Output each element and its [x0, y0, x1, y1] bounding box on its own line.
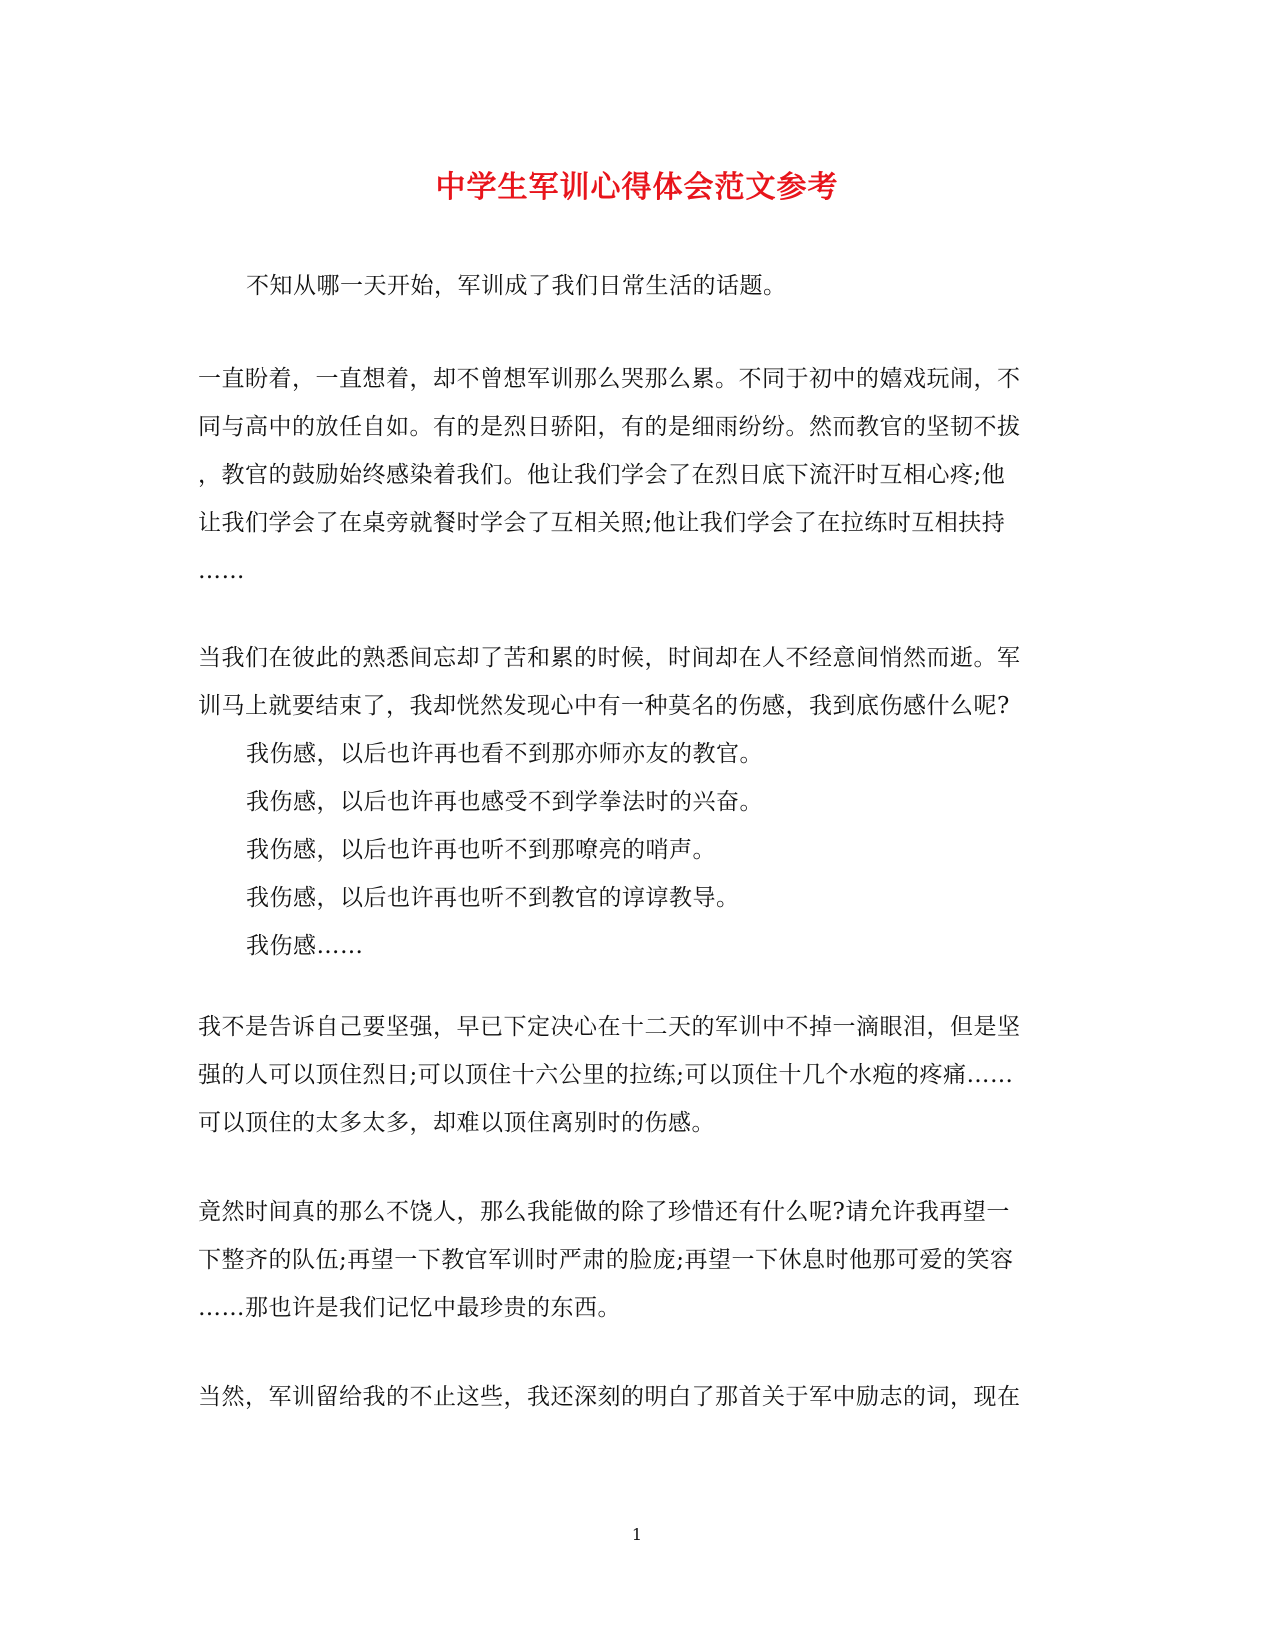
text-line: 不知从哪一天开始，军训成了我们日常生活的话题。: [246, 273, 787, 299]
text-line: 可以顶住的太多太多，却难以顶住离别时的伤感。: [198, 1110, 715, 1136]
list-item: 我伤感，以后也许再也听不到那嘹亮的哨声。: [246, 837, 716, 863]
page-title: 中学生军训心得体会范文参考: [435, 170, 839, 205]
paragraph-6: [198, 1373, 1078, 1421]
text-line: 一直盼着，一直想着，却不曾想军训那么哭那么累。不同于初中的嬉戏玩闹，不: [198, 366, 1021, 392]
list-item: 我伤感……: [246, 933, 364, 959]
paragraph-2: [198, 355, 1078, 595]
paragraph-4: [198, 1003, 1078, 1147]
text-line: 让我们学会了在桌旁就餐时学会了互相关照;他让我们学会了在拉练时互相扶持: [198, 510, 1006, 536]
text-line: 竟然时间真的那么不饶人，那么我能做的除了珍惜还有什么呢?请允许我再望一: [198, 1199, 1010, 1225]
text-line: 当我们在彼此的熟悉间忘却了苦和累的时候，时间却在人不经意间悄然而逝。军: [198, 645, 1021, 671]
paragraph-5: [198, 1188, 1078, 1332]
text-line: ……: [198, 558, 245, 584]
text-line: 我不是告诉自己要坚强，早已下定决心在十二天的军训中不掉一滴眼泪，但是坚: [198, 1014, 1021, 1040]
text-line: ……那也许是我们记忆中最珍贵的东西。: [198, 1295, 621, 1321]
paragraph-3: [198, 634, 1078, 970]
paragraph-1: [198, 262, 1078, 310]
list-item: 我伤感，以后也许再也看不到那亦师亦友的教官。: [246, 741, 763, 767]
text-line: ，教官的鼓励始终感染着我们。他让我们学会了在烈日底下流汗时互相心疼;他: [198, 462, 1006, 488]
text-line: 当然，军训留给我的不止这些，我还深刻的明白了那首关于军中励志的词，现在: [198, 1384, 1021, 1410]
page-number: 1: [631, 1525, 643, 1544]
text-line: 训马上就要结束了，我却恍然发现心中有一种莫名的伤感，我到底伤感什么呢?: [198, 693, 1010, 719]
text-line: 下整齐的队伍;再望一下教官军训时严肃的脸庞;再望一下休息时他那可爱的笑容: [198, 1247, 1014, 1273]
text-line: 同与高中的放任自如。有的是烈日骄阳，有的是细雨纷纷。然而教官的坚韧不拔: [198, 414, 1021, 440]
list-item: 我伤感，以后也许再也感受不到学拳法时的兴奋。: [246, 789, 763, 815]
text-line: 强的人可以顶住烈日;可以顶住十六公里的拉练;可以顶住十几个水疱的疼痛……: [198, 1062, 1014, 1088]
list-item: 我伤感，以后也许再也听不到教官的谆谆教导。: [246, 885, 740, 911]
